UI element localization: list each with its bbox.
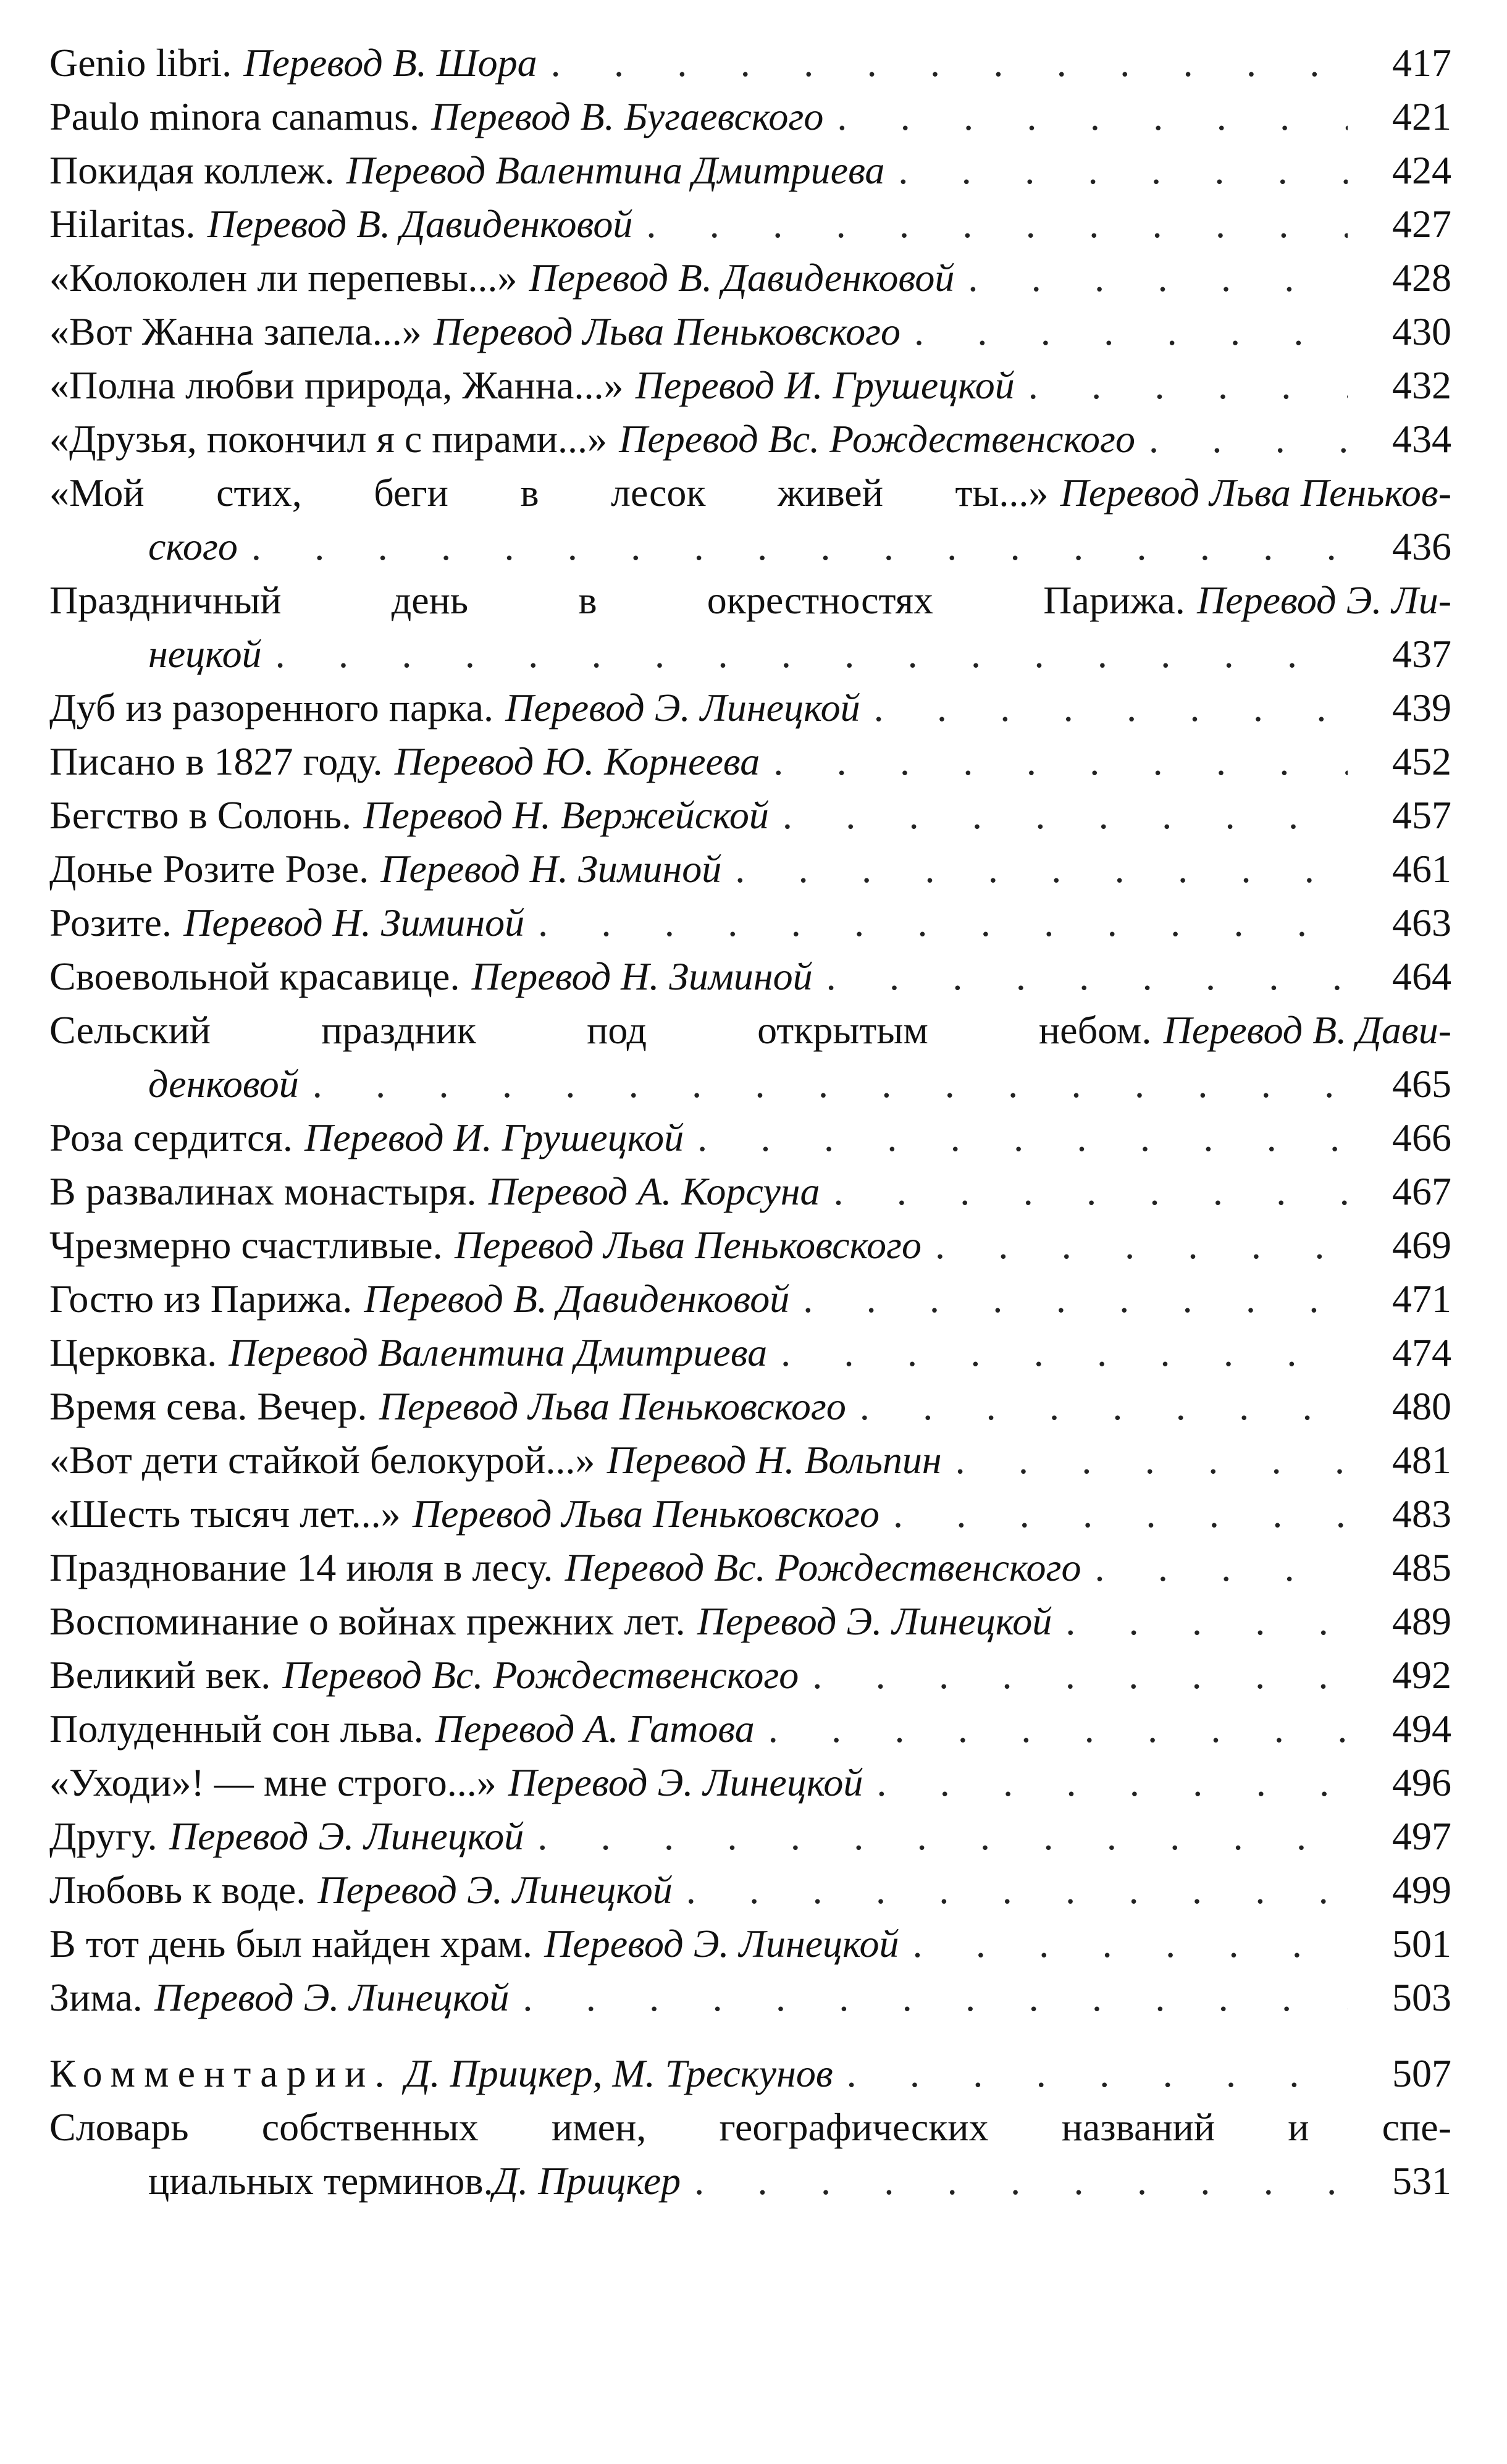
entry-translator: Перевод Э. Линецкой <box>697 1599 1052 1643</box>
entry-translator: Перевод Валентина Дмитриева <box>229 1331 768 1374</box>
toc-line <box>49 1648 1451 1702</box>
dot-leader <box>876 1755 1348 1809</box>
toc-entry <box>49 1433 1451 1487</box>
page-number: 457 <box>1392 793 1451 837</box>
page-number: 531 <box>1392 2159 1451 2203</box>
toc-entry <box>49 573 1451 681</box>
page-number: 485 <box>1392 1545 1451 1589</box>
entry-translator: Перевод А. Гатова <box>435 1707 755 1751</box>
toc-entry <box>49 305 1451 358</box>
entry-title: «Колоколен ли перепевы...» <box>49 256 518 300</box>
toc-line <box>49 90 1451 143</box>
entry-title: «Полна любви природа, Жанна...» <box>49 363 624 407</box>
toc-line <box>49 36 1451 90</box>
entry-title: Любовь к воде. <box>49 1868 306 1912</box>
entry-translator: Перевод В. Дави- <box>1163 1008 1451 1052</box>
entry-translator: Перевод Вс. Рождественского <box>565 1545 1081 1589</box>
entry-translator: Перевод Э. Ли- <box>1196 578 1451 622</box>
page-number: 430 <box>1392 309 1451 353</box>
toc-line <box>49 1164 1451 1218</box>
entry-translator: Перевод Льва Пеньков- <box>1060 471 1451 515</box>
entry-title: «Мой стих, беги в лесок живей ты...» <box>49 471 1049 515</box>
dot-leader <box>860 1379 1348 1433</box>
page-number: 497 <box>1392 1814 1451 1858</box>
entry-title: Писано в 1827 году. <box>49 739 383 783</box>
toc-entry <box>49 90 1451 143</box>
entry-title: «Друзья, покончил я с пирами...» <box>49 417 607 461</box>
toc-line <box>49 1003 1451 1057</box>
entry-translator: Перевод Вс. Рождественского <box>282 1653 799 1697</box>
entry-translator: Перевод Вс. Рождественского <box>619 417 1135 461</box>
dot-leader <box>275 627 1348 681</box>
toc-line <box>49 573 1451 627</box>
table-of-contents <box>49 36 1451 2208</box>
toc-line <box>49 681 1451 734</box>
dot-leader <box>826 949 1348 1003</box>
toc-line <box>49 788 1451 842</box>
toc-line <box>49 842 1451 896</box>
page-number: 452 <box>1392 739 1451 783</box>
toc-entry <box>49 412 1451 466</box>
toc-line <box>49 305 1451 358</box>
page-number: 507 <box>1392 2051 1451 2095</box>
entry-translator: Перевод Н. Зиминой <box>380 847 722 891</box>
page-number: 469 <box>1392 1223 1451 1267</box>
toc-line <box>49 1379 1451 1433</box>
toc-entry <box>49 36 1451 90</box>
toc-line <box>49 358 1451 412</box>
entry-title: Гостю из Парижа. <box>49 1277 353 1321</box>
toc-entry <box>49 466 1451 573</box>
toc-line <box>49 1111 1451 1164</box>
entry-title: Genio libri. <box>49 41 232 85</box>
toc-line <box>49 1218 1451 1272</box>
entry-translator: Перевод Льва Пеньковского <box>379 1384 846 1428</box>
toc-entry <box>49 842 1451 896</box>
toc-line <box>49 1970 1451 2024</box>
entry-title: Hilaritas. <box>49 202 196 246</box>
entry-translator: Перевод И. Грушецкой <box>304 1116 684 1159</box>
toc-entry <box>49 197 1451 251</box>
toc-line-continuation <box>49 1057 1451 1111</box>
page-number: 428 <box>1392 256 1451 300</box>
toc-line <box>49 143 1451 197</box>
dot-leader <box>781 1326 1348 1379</box>
toc-entry <box>49 1755 1451 1809</box>
toc-entry <box>49 2100 1451 2208</box>
entry-translator-continued: денковой <box>148 1062 299 1106</box>
entry-title: В тот день был найден храм. <box>49 1922 532 1966</box>
toc-entry <box>49 734 1451 788</box>
page-number: 439 <box>1392 686 1451 730</box>
entry-translator: Перевод Н. Вержейской <box>363 793 769 837</box>
toc-line <box>49 1755 1451 1809</box>
entry-title: Праздничный день в окрестностях Парижа. <box>49 578 1185 622</box>
toc-line <box>49 1594 1451 1648</box>
entry-translator: Перевод В. Шора <box>243 41 537 85</box>
page-number: 461 <box>1392 847 1451 891</box>
entry-translator-continued: ского <box>148 524 238 568</box>
toc-line-continuation <box>49 627 1451 681</box>
page-number: 499 <box>1392 1868 1451 1912</box>
dot-leader <box>874 681 1348 734</box>
entry-translator: Перевод Н. Зиминой <box>183 901 525 944</box>
entry-title: Время сева. Вечер. <box>49 1384 367 1428</box>
page-number: 471 <box>1392 1277 1451 1321</box>
entry-title: Воспоминание о войнах прежних лет. <box>49 1599 686 1643</box>
toc-line <box>49 1863 1451 1917</box>
dot-leader <box>697 1111 1348 1164</box>
entry-translator: Перевод Э. Линецкой <box>317 1868 673 1912</box>
toc-entry <box>49 1218 1451 1272</box>
page-number: 480 <box>1392 1384 1451 1428</box>
page-number: 494 <box>1392 1707 1451 1751</box>
dot-leader <box>1065 1594 1348 1648</box>
dot-leader <box>955 1433 1348 1487</box>
entry-translator: Перевод И. Грушецкой <box>635 363 1015 407</box>
toc-line <box>49 1433 1451 1487</box>
dot-leader <box>537 1809 1348 1863</box>
toc-entry <box>49 1648 1451 1702</box>
page-number: 492 <box>1392 1653 1451 1697</box>
entry-title: Великий век. <box>49 1653 271 1697</box>
page-number: 437 <box>1392 632 1451 676</box>
entry-title: Бегство в Солонь. <box>49 793 351 837</box>
toc-line <box>49 1809 1451 1863</box>
dot-leader <box>538 896 1348 949</box>
page-number: 501 <box>1392 1922 1451 1966</box>
toc-line <box>49 251 1451 305</box>
page-number: 417 <box>1392 41 1451 85</box>
toc-line <box>49 896 1451 949</box>
toc-line <box>49 1541 1451 1594</box>
entry-author: Д. Прицкер <box>493 2159 681 2203</box>
toc-entry <box>49 1594 1451 1648</box>
page-number: 503 <box>1392 1975 1451 2019</box>
toc-line <box>49 1487 1451 1541</box>
toc-line <box>49 2046 1451 2100</box>
dot-leader <box>1149 412 1348 466</box>
dot-leader <box>551 36 1348 90</box>
page-number: 424 <box>1392 148 1451 192</box>
dot-leader <box>686 1863 1348 1917</box>
entry-translator: Перевод В. Давиденковой <box>207 202 633 246</box>
entry-translator: Перевод В. Бугаевского <box>431 95 824 138</box>
toc-entry <box>49 1326 1451 1379</box>
page-number: 434 <box>1392 417 1451 461</box>
dot-leader <box>912 1917 1348 1970</box>
dot-leader <box>914 305 1348 358</box>
page-number: 464 <box>1392 954 1451 998</box>
entry-title: Розите. <box>49 901 172 944</box>
dot-leader <box>968 251 1348 305</box>
dot-leader <box>768 1702 1348 1755</box>
toc-line <box>49 197 1451 251</box>
entry-translator: Перевод Льва Пеньковского <box>454 1223 921 1267</box>
entry-title: В развалинах монастыря. <box>49 1169 477 1213</box>
toc-line <box>49 412 1451 466</box>
entry-translator: Перевод Э. Линецкой <box>508 1760 863 1804</box>
page-number: 463 <box>1392 901 1451 944</box>
page-number: 421 <box>1392 95 1451 138</box>
entry-translator: Перевод Ю. Корнеева <box>394 739 760 783</box>
toc-line-continuation <box>49 519 1451 573</box>
page-number: 474 <box>1392 1331 1451 1374</box>
entry-title: Зима. <box>49 1975 143 2019</box>
dot-leader <box>893 1487 1348 1541</box>
toc-line <box>49 2100 1451 2154</box>
entry-title: Сельский праздник под открытым небом. <box>49 1008 1152 1052</box>
entry-translator: Перевод А. Корсуна <box>488 1169 820 1213</box>
entry-title: Донье Розите Розе. <box>49 847 369 891</box>
dot-leader <box>523 1970 1348 2024</box>
dot-leader <box>1094 1541 1348 1594</box>
toc-entry <box>49 1702 1451 1755</box>
dot-leader <box>251 519 1348 573</box>
page-number: 432 <box>1392 363 1451 407</box>
toc-entry <box>49 681 1451 734</box>
page-number: 496 <box>1392 1760 1451 1804</box>
toc-entry <box>49 788 1451 842</box>
entry-translator: Д. Прицкер, М. Трескунов <box>405 2051 833 2095</box>
page-number: 481 <box>1392 1438 1451 1482</box>
entry-title: Словарь собственных имен, географических названий и спе- <box>49 2105 1451 2149</box>
page-number: 483 <box>1392 1492 1451 1536</box>
page-number: 466 <box>1392 1116 1451 1159</box>
toc-entry <box>49 1379 1451 1433</box>
entry-translator: Перевод В. Давиденковой <box>529 256 955 300</box>
dot-leader <box>1028 358 1348 412</box>
entry-translator: Перевод Э. Линецкой <box>544 1922 899 1966</box>
toc-entry <box>49 358 1451 412</box>
dot-leader <box>834 1164 1348 1218</box>
entry-title: Роза сердится. <box>49 1116 293 1159</box>
toc-line <box>49 466 1451 519</box>
toc-entry <box>49 949 1451 1003</box>
toc-entry <box>49 2046 1451 2100</box>
toc-line <box>49 734 1451 788</box>
page-number: 489 <box>1392 1599 1451 1643</box>
entry-title: Своевольной красавице. <box>49 954 460 998</box>
entry-translator: Перевод Н. Зиминой <box>471 954 813 998</box>
entry-title: Чрезмерно счастливые. <box>49 1223 443 1267</box>
toc-entry <box>49 1164 1451 1218</box>
page-number: 427 <box>1392 202 1451 246</box>
dot-leader <box>898 143 1348 197</box>
dot-leader <box>783 788 1348 842</box>
entry-title: Дуб из разоренного парка. <box>49 686 493 730</box>
entry-title: Церковка. <box>49 1331 217 1374</box>
toc-entry <box>49 1809 1451 1863</box>
page-number: 467 <box>1392 1169 1451 1213</box>
entry-translator-continued: нецкой <box>148 632 262 676</box>
dot-leader <box>735 842 1348 896</box>
entry-title: Комментарии. <box>49 2051 393 2095</box>
toc-entry <box>49 1003 1451 1111</box>
entry-title: Другу. <box>49 1814 157 1858</box>
entry-title-continued: циальных терминов. <box>148 2159 493 2203</box>
entry-translator: Перевод Э. Линецкой <box>169 1814 524 1858</box>
page-number: 436 <box>1392 524 1451 568</box>
toc-entry <box>49 251 1451 305</box>
dot-leader <box>935 1218 1348 1272</box>
toc-line <box>49 1917 1451 1970</box>
toc-entry <box>49 1970 1451 2024</box>
entry-translator: Перевод Э. Линецкой <box>154 1975 510 2019</box>
entry-translator: Перевод В. Давиденковой <box>364 1277 790 1321</box>
entry-translator: Перевод Э. Линецкой <box>505 686 860 730</box>
toc-line-continuation <box>49 2154 1451 2208</box>
dot-leader <box>694 2154 1348 2208</box>
toc-entry <box>49 1111 1451 1164</box>
entry-translator: Перевод Валентина Дмитриева <box>346 148 885 192</box>
entry-translator: Перевод Льва Пеньковского <box>412 1492 879 1536</box>
toc-entry <box>49 1272 1451 1326</box>
page-number: 465 <box>1392 1062 1451 1106</box>
entry-translator: Перевод Льва Пеньковского <box>433 309 901 353</box>
entry-title: «Уходи»! — мне строго...» <box>49 1760 497 1804</box>
entry-title: Paulo minora canamus. <box>49 95 419 138</box>
entry-title: Празднование 14 июля в лесу. <box>49 1545 553 1589</box>
toc-line <box>49 1326 1451 1379</box>
toc-entry <box>49 1863 1451 1917</box>
toc-line <box>49 1702 1451 1755</box>
toc-line <box>49 1272 1451 1326</box>
dot-leader <box>837 90 1348 143</box>
dot-leader <box>803 1272 1348 1326</box>
toc-entry <box>49 143 1451 197</box>
dot-leader <box>847 2046 1348 2100</box>
toc-entry <box>49 1541 1451 1594</box>
dot-leader <box>812 1648 1348 1702</box>
toc-entry <box>49 1917 1451 1970</box>
dot-leader <box>313 1057 1348 1111</box>
toc-entry <box>49 896 1451 949</box>
toc-entry <box>49 1487 1451 1541</box>
entry-title: «Шесть тысяч лет...» <box>49 1492 401 1536</box>
dot-leader <box>646 197 1348 251</box>
entry-title: Покидая коллеж. <box>49 148 335 192</box>
entry-title: «Вот Жанна запела...» <box>49 309 422 353</box>
entry-title: Полуденный сон льва. <box>49 1707 424 1751</box>
toc-line <box>49 949 1451 1003</box>
dot-leader <box>773 734 1348 788</box>
entry-title: «Вот дети стайкой белокурой...» <box>49 1438 595 1482</box>
entry-translator: Перевод Н. Вольпин <box>607 1438 942 1482</box>
